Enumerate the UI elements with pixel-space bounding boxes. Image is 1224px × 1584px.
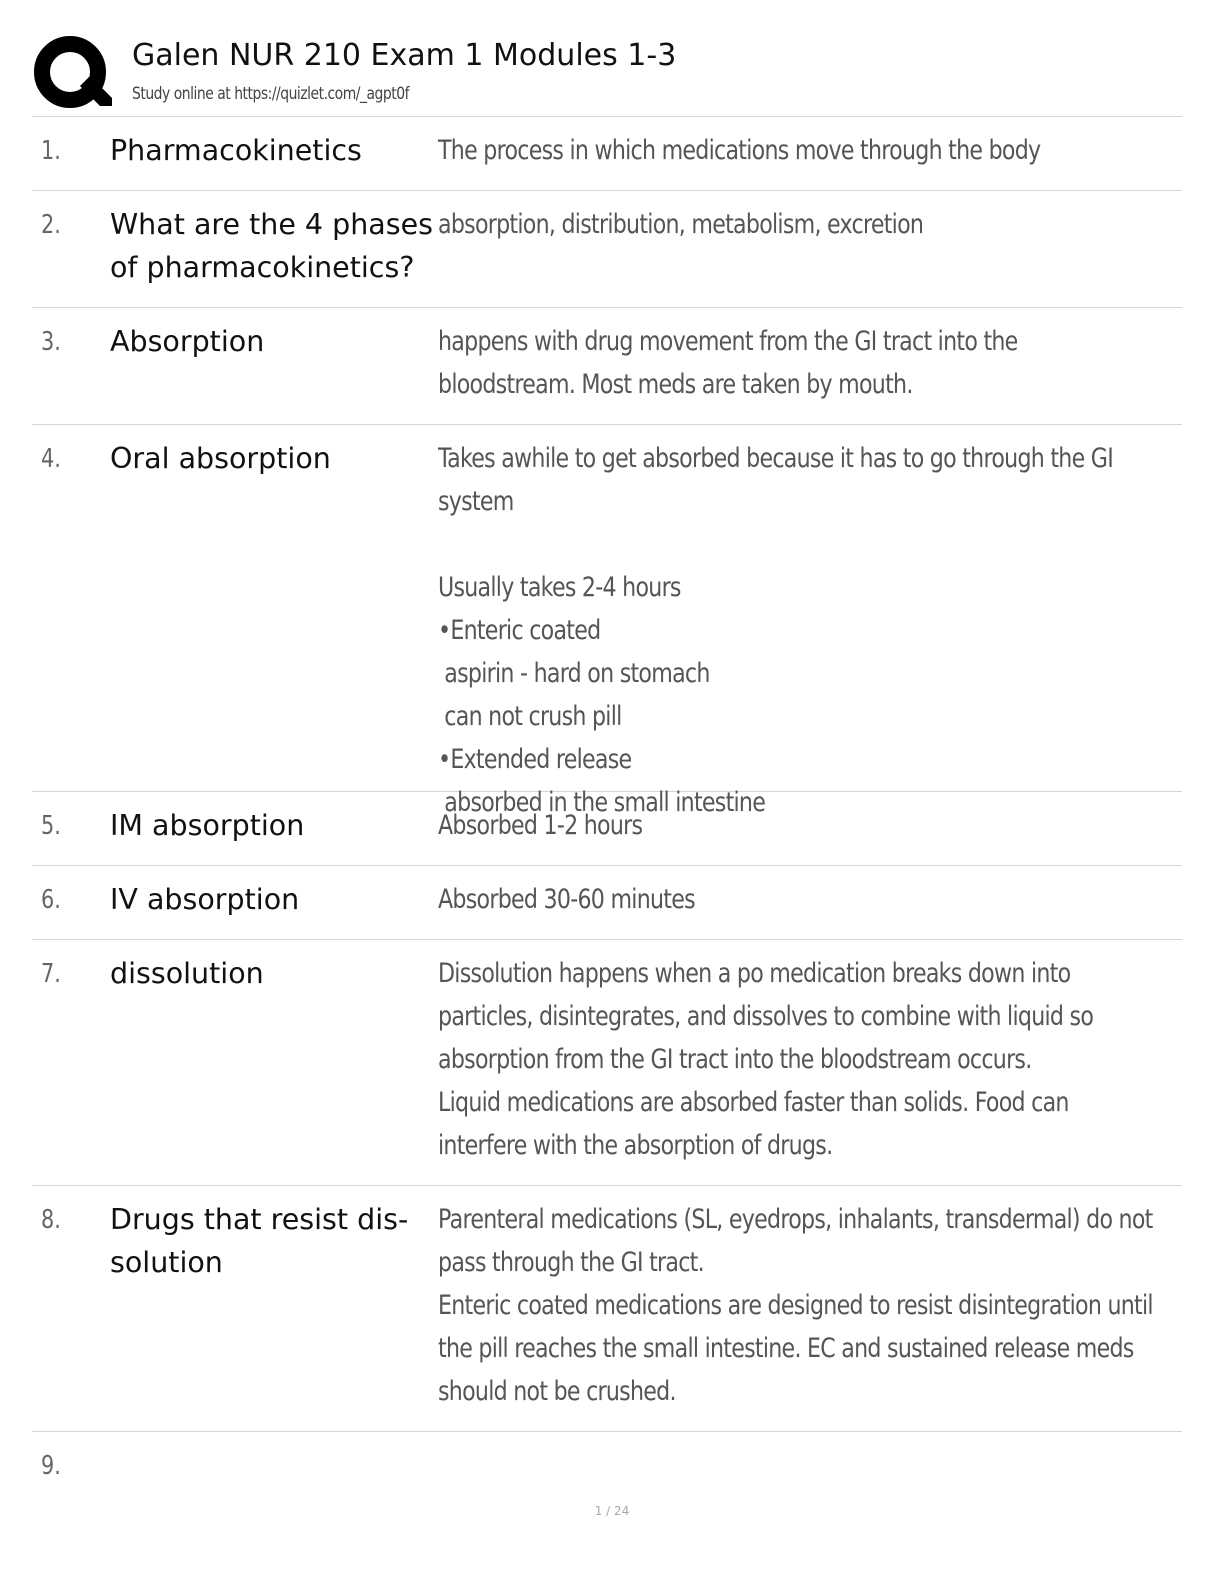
card-number: 2. <box>41 210 61 240</box>
flashcard-row <box>32 191 1182 308</box>
card-term: What are the 4 phases of pharmacokinetics? <box>110 208 433 284</box>
card-definition: Absorbed 30-60 minutes <box>438 884 695 915</box>
card-term: Absorption <box>110 325 265 358</box>
study-online-link[interactable]: Study online at https://quizlet.com/_agpt0f <box>132 84 410 104</box>
card-term: IM absorption <box>110 809 305 842</box>
flashcard-row <box>32 1186 1182 1432</box>
card-number: 7. <box>41 959 61 989</box>
card-number: 3. <box>41 327 61 357</box>
flashcard-row <box>32 940 1182 1186</box>
card-term: Oral absorption <box>110 442 331 475</box>
card-number: 1. <box>41 136 61 166</box>
card-number: 4. <box>41 444 61 474</box>
card-term: Drugs that resist dis-solution <box>110 1203 409 1279</box>
card-definition: Parenteral medications (SL, eyedrops, inhalants, transdermal) do not pass through the GI tract. Enteric coated medications are designed to resist disintegration until the pill reaches the small intestine. EC and sustained release meds should not be crushed. <box>438 1204 1153 1407</box>
card-definition: Takes awhile to get absorbed because it has to go through the GI system Usually takes 2-4 hours •Enteric coated aspirin - hard on stomach can not crush pill •Extended release absorbed in the small intestine <box>438 443 1114 818</box>
card-term: Pharmacokinetics <box>110 134 362 167</box>
card-definition: Absorbed 1-2 hours <box>438 810 643 841</box>
quizlet-q-logo-icon <box>32 34 112 114</box>
document-title: Galen NUR 210 Exam 1 Modules 1-3 <box>132 38 677 73</box>
card-term: dissolution <box>110 957 264 990</box>
flashcard-row <box>32 792 1182 866</box>
card-definition: absorption, distribution, metabolism, excretion <box>438 209 924 240</box>
card-number: 6. <box>41 885 61 915</box>
flashcard-row <box>32 866 1182 940</box>
card-definition: The process in which medications move through the body <box>438 135 1041 166</box>
card-definition: Dissolution happens when a po medication breaks down into particles, disintegrates, and dissolves to combine with liquid so absorption from the GI tract into the bloodstream occurs. Liquid medications are absorbed faster than solids. Food can interfere with the absorption of drugs. <box>438 958 1094 1161</box>
card-number: 9. <box>41 1451 61 1481</box>
card-number: 5. <box>41 811 61 841</box>
card-number: 8. <box>41 1205 61 1235</box>
flashcard-row <box>32 425 1182 818</box>
flashcard-row <box>32 308 1182 425</box>
card-definition: happens with drug movement from the GI tract into the bloodstream. Most meds are taken by mouth. <box>438 326 1024 400</box>
flashcard-row <box>32 1432 1182 1512</box>
page-number: 1 / 24 <box>594 1504 630 1518</box>
document-header <box>32 30 1182 116</box>
flashcard-list <box>32 116 1182 1512</box>
card-term: IV absorption <box>110 883 300 916</box>
flashcard-row <box>32 117 1182 191</box>
